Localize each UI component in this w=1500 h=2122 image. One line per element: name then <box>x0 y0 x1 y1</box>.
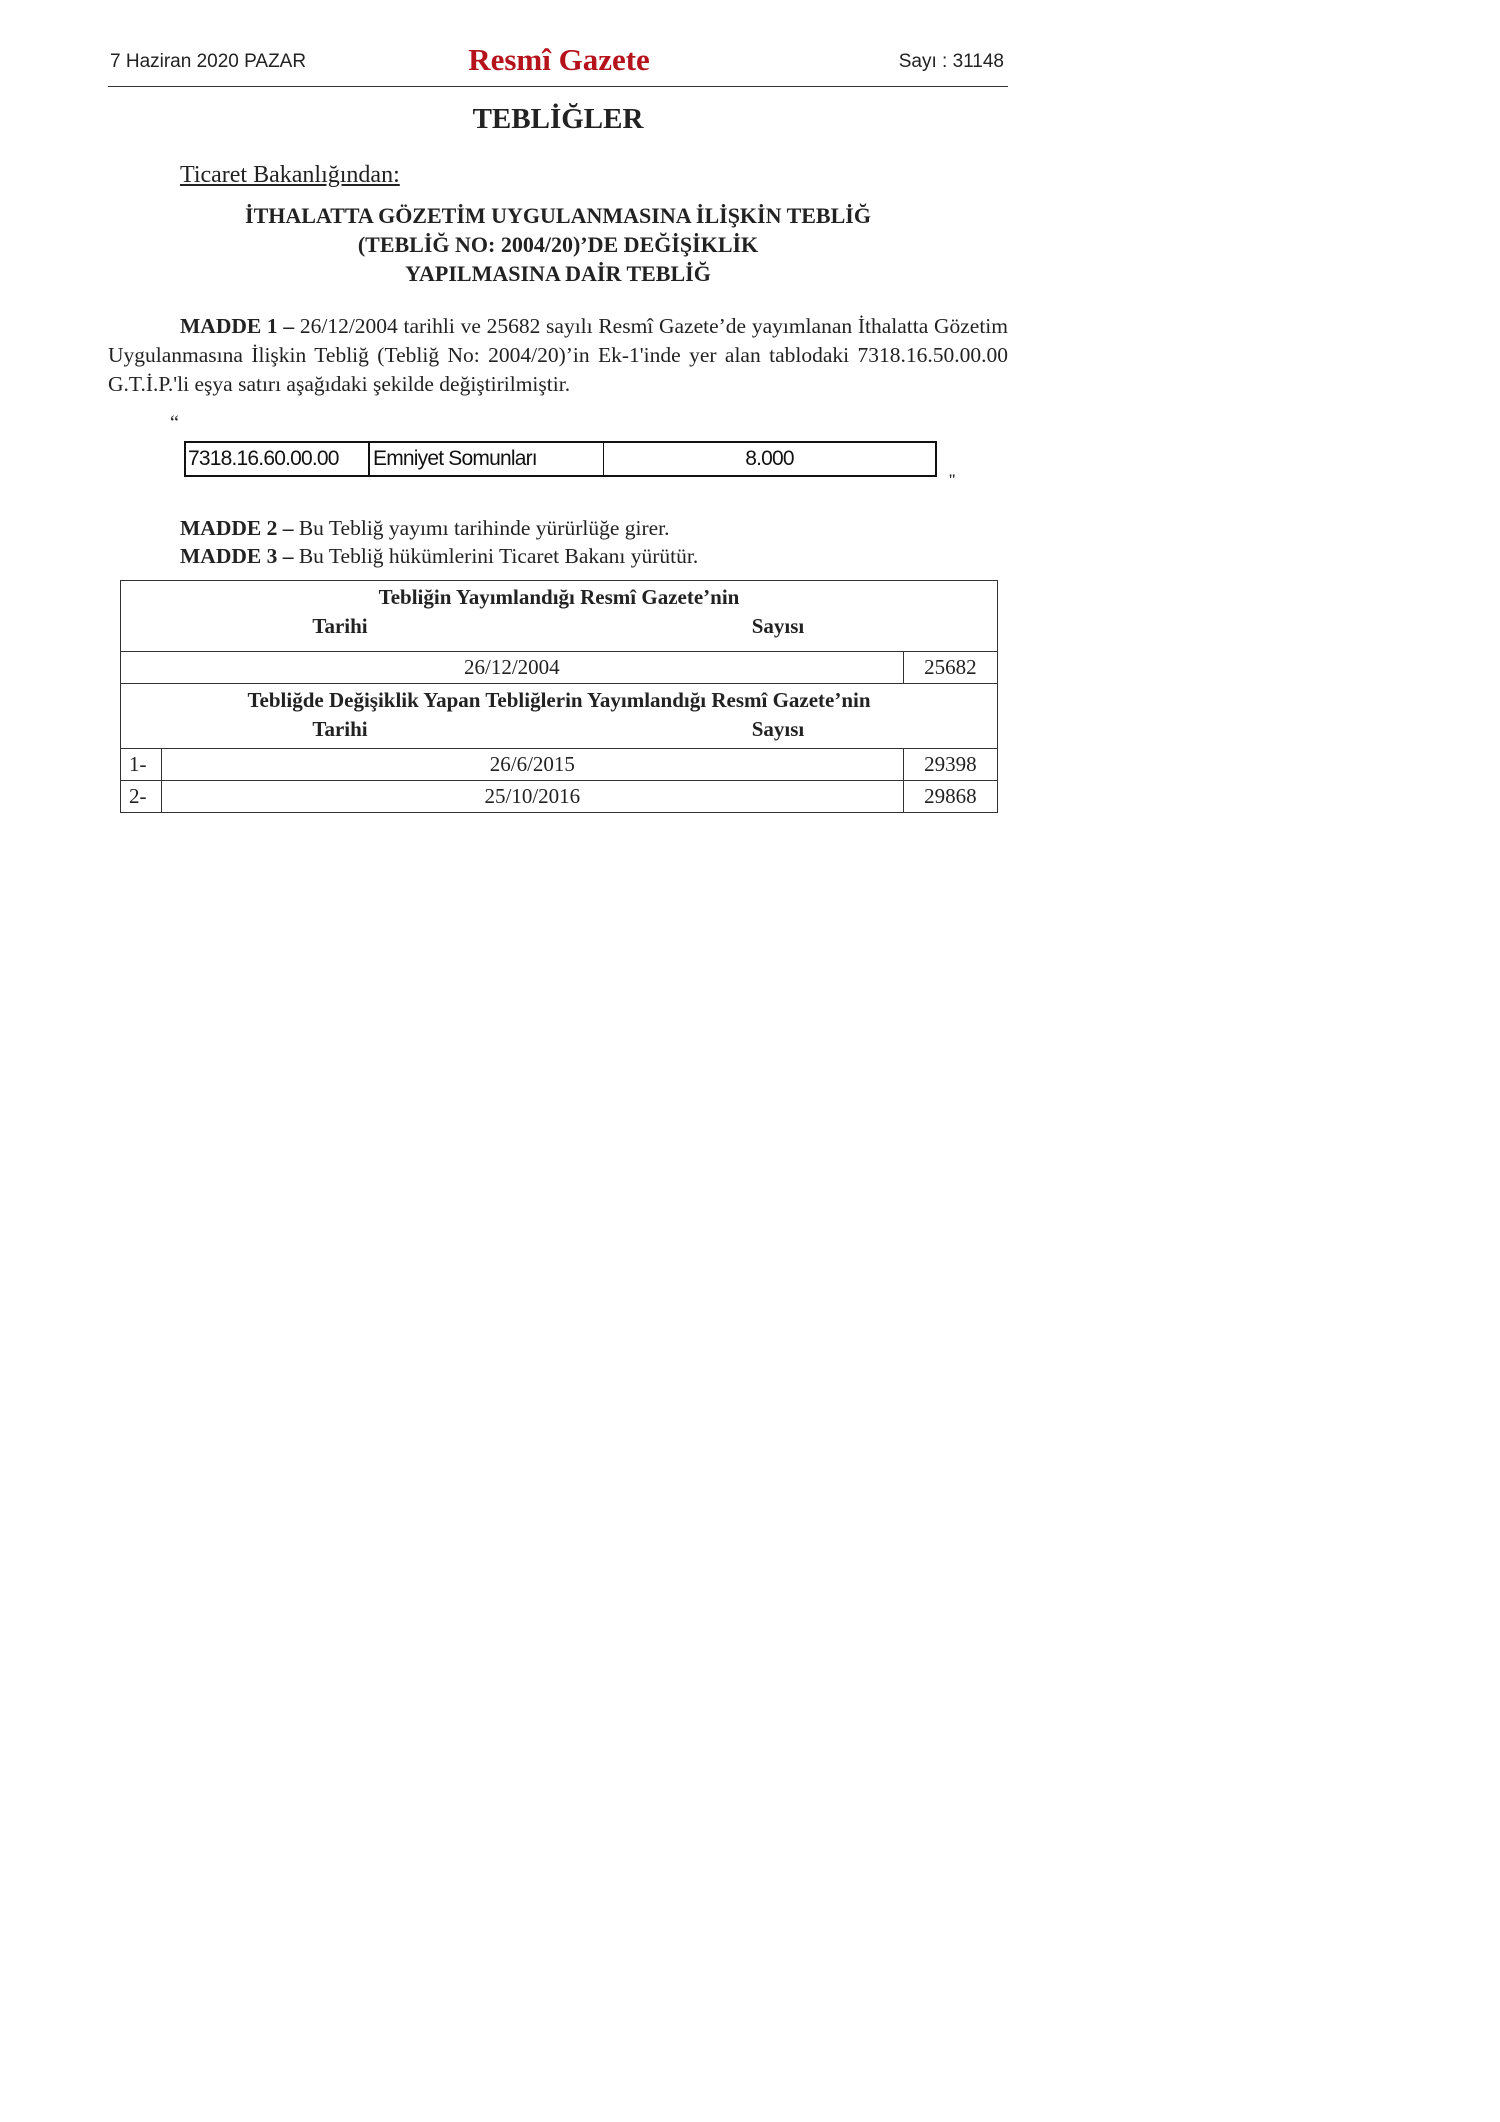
article-1 <box>108 312 1008 399</box>
gtip-code: 7318.16.60.00.00 <box>186 443 370 475</box>
col-date-header: Tarihi <box>312 717 368 741</box>
title-line: İTHALATTA GÖZETİM UYGULANMASINA İLİŞKİN TEBLİĞ <box>245 203 871 228</box>
article-text: Bu Tebliğ yayımı tarihinde yürürlüğe girer. <box>293 516 670 540</box>
col-number-header: Sayısı <box>751 717 805 741</box>
table-row <box>121 652 998 684</box>
table-row <box>121 749 998 781</box>
amend-date: 25/10/2016 <box>162 781 904 813</box>
table-row <box>121 781 998 813</box>
article-text: 26/12/2004 tarihli ve 25682 sayılı Resmî Gazete’de yayımlanan İthalatta Gözetim Uygulanmasına İlişkin Tebliğ (Tebliğ No: 2004/20)’in Ek-1'inde yer alan tablodaki 7318.16.50.00.00 G.T.İ.P.'li eşya satırı aşağıdaki şekilde değiştirilmiştir. <box>108 314 1008 396</box>
ministry-name: Ticaret Bakanlığından: <box>180 162 400 188</box>
title-line: YAPILMASINA DAİR TEBLİĞ <box>405 261 711 286</box>
amend-heading: Tebliğde Değişiklik Yapan Tebliğlerin Yayımlandığı Resmî Gazete’nin <box>247 688 871 712</box>
unit-value: 8.000 <box>745 447 794 470</box>
original-heading: Tebliğin Yayımlandığı Resmî Gazete’nin <box>378 585 740 609</box>
gazette-logo: Resmî Gazete <box>468 42 650 77</box>
amend-heading-cell <box>121 684 998 749</box>
article-label: MADDE 3 – <box>180 544 294 568</box>
section-title: TEBLİĞLER <box>472 103 644 135</box>
original-heading-cell <box>121 581 998 652</box>
issue-number: Sayı : 31148 <box>898 51 1004 72</box>
col-number-header: Sayısı <box>751 614 805 638</box>
row-index: 2- <box>121 781 162 813</box>
article-3 <box>180 542 698 570</box>
header-divider <box>108 86 1008 87</box>
amend-number: 29868 <box>903 781 997 813</box>
amend-number: 29398 <box>903 749 997 781</box>
article-2 <box>180 514 698 542</box>
amend-date: 26/6/2015 <box>162 749 904 781</box>
gazette-history-table <box>120 580 998 813</box>
original-date: 26/12/2004 <box>121 652 904 684</box>
opening-quote: “ <box>170 412 179 434</box>
article-label: MADDE 2 – <box>180 516 294 540</box>
document-title <box>108 201 1008 288</box>
article-text: Bu Tebliğ hükümlerini Ticaret Bakanı yürütür. <box>293 544 699 568</box>
article-label: MADDE 1 – <box>180 314 295 338</box>
articles-2-3 <box>180 514 698 570</box>
closing-quote: " <box>948 472 957 488</box>
goods-description: Emniyet Somunları <box>370 443 604 475</box>
title-line: (TEBLİĞ NO: 2004/20)’DE DEĞİŞİKLİK <box>357 232 759 257</box>
original-number: 25682 <box>903 652 997 684</box>
row-index: 1- <box>121 749 162 781</box>
amended-row-table <box>184 441 937 477</box>
col-date-header: Tarihi <box>312 614 368 638</box>
publication-date: 7 Haziran 2020 PAZAR <box>110 51 307 72</box>
